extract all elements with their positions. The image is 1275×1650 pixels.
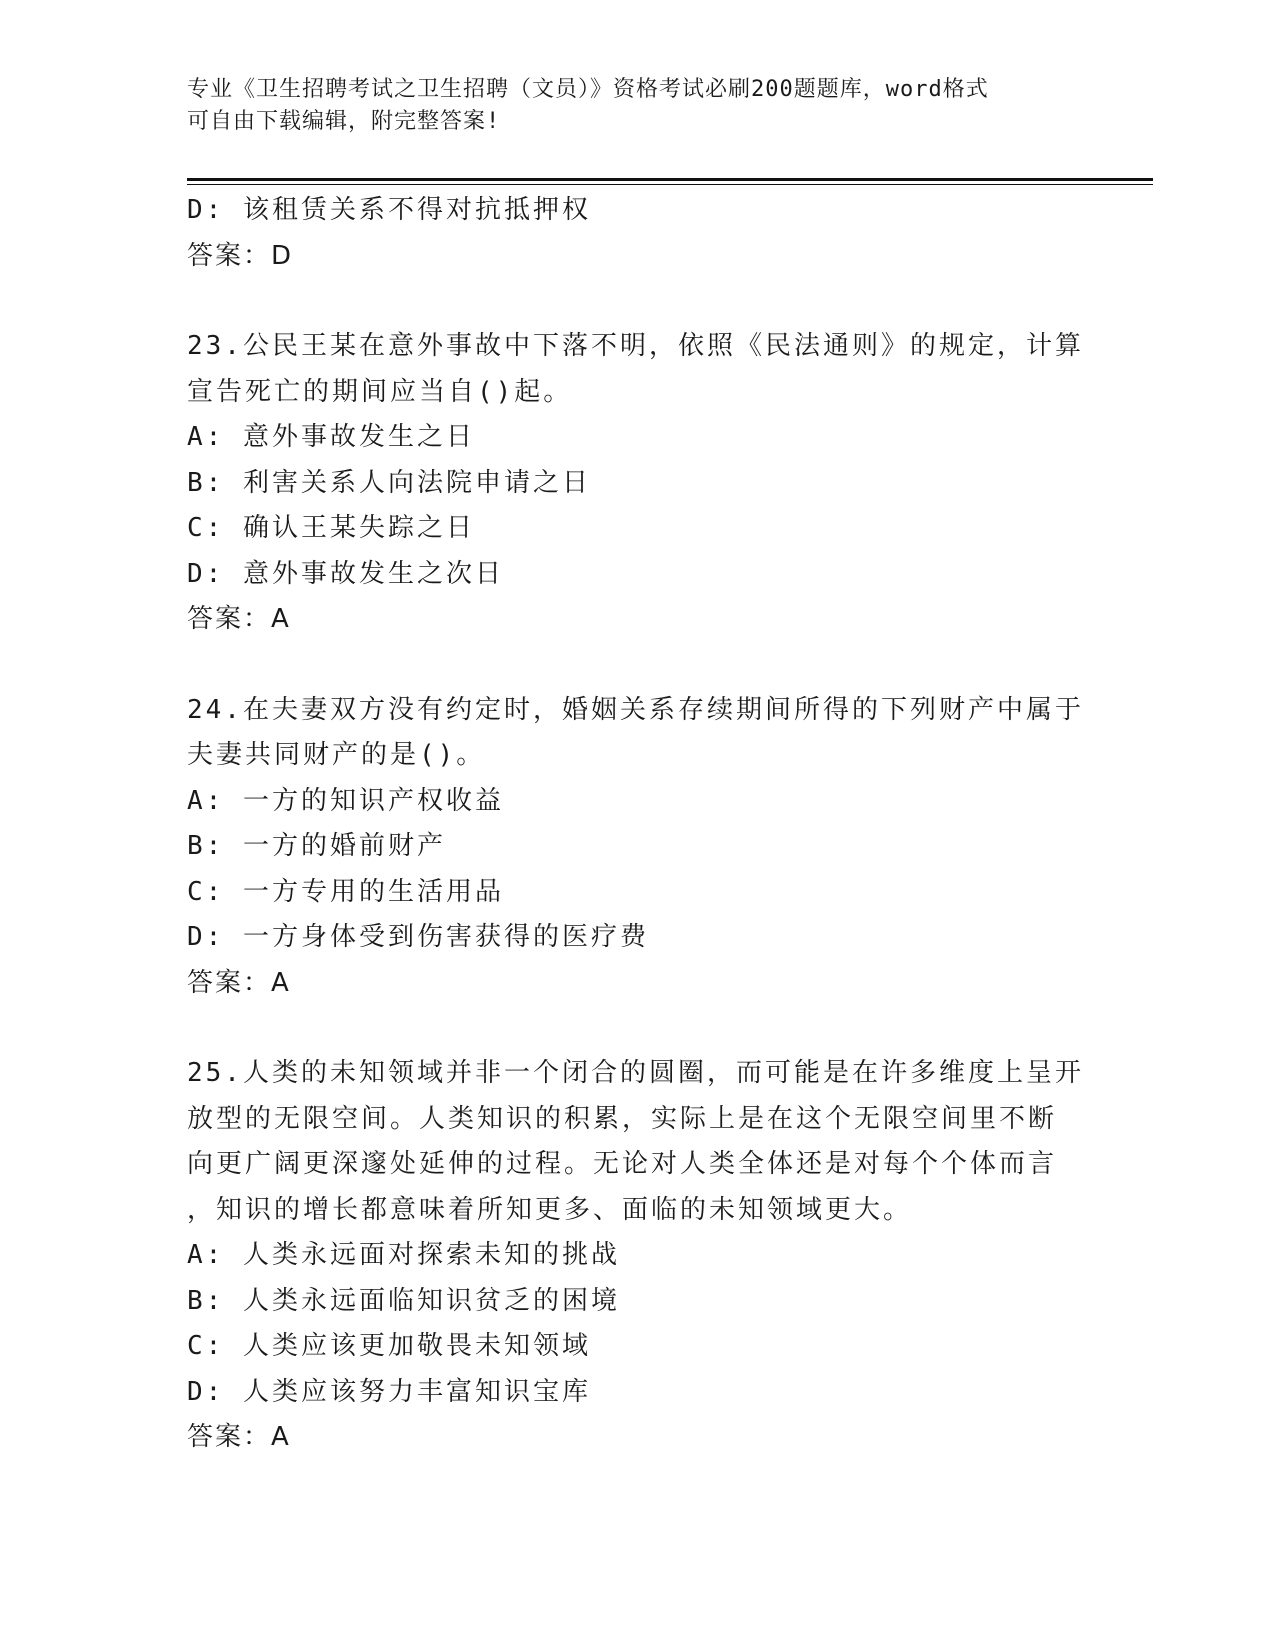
question-text: 向更广阔更深邃处延伸的过程。无论对人类全体还是对每个个体而言 xyxy=(187,1149,1058,1179)
spacer xyxy=(187,643,1087,688)
question-23 xyxy=(187,324,1087,643)
question-text: 夫妻共同财产的是()。 xyxy=(187,740,486,770)
question-24 xyxy=(187,688,1087,1007)
document-header xyxy=(187,74,1067,138)
spacer xyxy=(187,279,1087,324)
answer: 答案：D xyxy=(187,240,294,271)
question-text: ，知识的增长都意味着所知更多、面临的未知领域更大。 xyxy=(187,1194,913,1225)
option-c: C: 确认王某失踪之日 xyxy=(187,513,475,543)
header-line-1: 专业《卫生招聘考试之卫生招聘（文员）》资格考试必刷200题题库，word格式 xyxy=(187,77,989,102)
header-divider-thin xyxy=(187,184,1153,185)
answer: 答案：A xyxy=(187,1422,291,1452)
option-a: A: 意外事故发生之日 xyxy=(187,422,475,452)
question-25 xyxy=(187,1051,1087,1461)
option-d: D: 该租赁关系不得对抗抵押权 xyxy=(187,195,591,225)
option-c: C: 人类应该更加敬畏未知领域 xyxy=(187,1331,591,1361)
question-list xyxy=(187,188,1087,1461)
question-text: 24.在夫妻双方没有约定时，婚姻关系存续期间所得的下列财产中属于 xyxy=(187,694,1084,725)
question-text: 放型的无限空间。人类知识的积累，实际上是在这个无限空间里不断 xyxy=(187,1103,1058,1134)
option-b: B: 利害关系人向法院申请之日 xyxy=(187,467,591,498)
option-d: D: 一方身体受到伤害获得的医疗费 xyxy=(187,922,649,952)
header-line-2: 可自由下载编辑，附完整答案! xyxy=(187,109,501,134)
question-text: 25.人类的未知领域并非一个闭合的圆圈，而可能是在许多维度上呈开 xyxy=(187,1058,1084,1088)
question-22-tail xyxy=(187,188,1087,279)
spacer xyxy=(187,1006,1087,1051)
option-b: B: 人类永远面临知识贫乏的困境 xyxy=(187,1285,620,1316)
option-a: A: 一方的知识产权收益 xyxy=(187,785,504,816)
header-divider-thick xyxy=(187,178,1153,181)
option-b: B: 一方的婚前财产 xyxy=(187,831,446,861)
option-a: A: 人类永远面对探索未知的挑战 xyxy=(187,1240,620,1270)
option-d: D: 意外事故发生之次日 xyxy=(187,558,504,589)
answer: 答案：A xyxy=(187,967,291,998)
answer: 答案：A xyxy=(187,604,291,634)
option-d: D: 人类应该努力丰富知识宝库 xyxy=(187,1376,591,1407)
question-text: 宣告死亡的期间应当自()起。 xyxy=(187,376,573,407)
question-text: 23.公民王某在意外事故中下落不明，依照《民法通则》的规定，计算 xyxy=(187,331,1084,361)
option-c: C: 一方专用的生活用品 xyxy=(187,876,504,907)
